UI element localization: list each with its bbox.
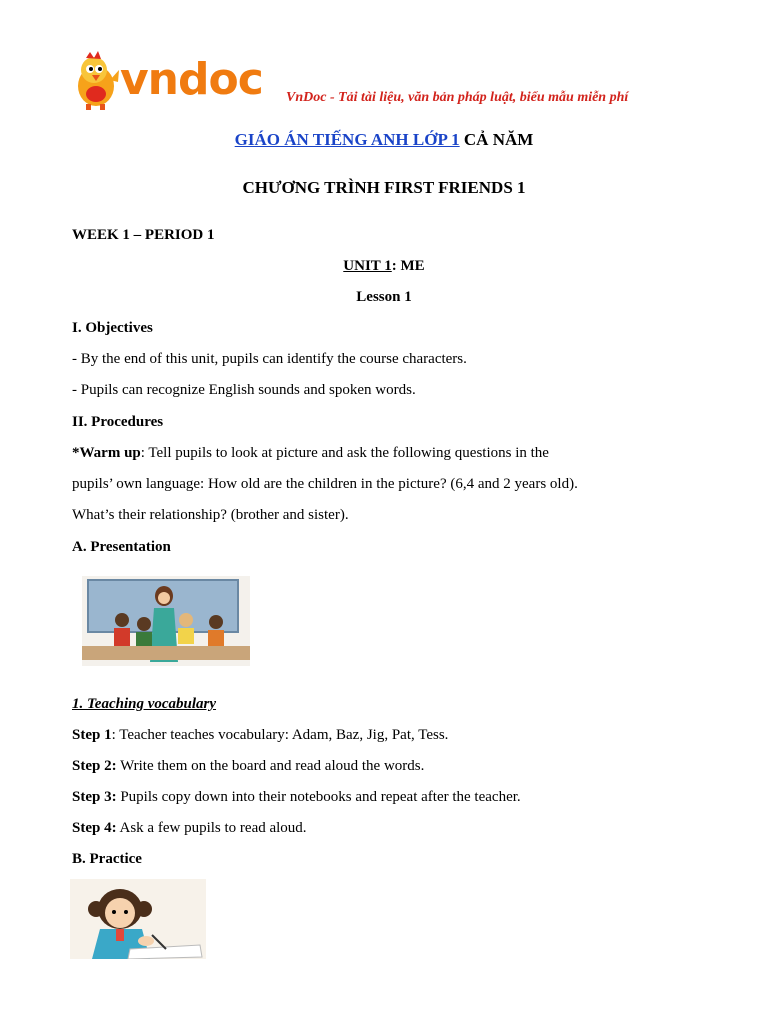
step-label: Step 3: [72, 789, 117, 805]
step-row [72, 787, 521, 807]
step-row [72, 725, 448, 745]
step-row [72, 756, 424, 776]
logo-text: vndoc [120, 54, 263, 105]
practice-heading: B. Practice [72, 851, 142, 867]
step-label: Step 1 [72, 727, 112, 743]
week-period: WEEK 1 – PERIOD 1 [72, 227, 215, 243]
chicken-mascot-icon [72, 50, 122, 110]
subtitle: CHƯƠNG TRÌNH FIRST FRIENDS 1 [242, 178, 526, 197]
unit-label: UNIT 1 [343, 258, 392, 274]
teaching-vocabulary-heading [72, 694, 216, 714]
objectives-heading: I. Objectives [72, 320, 153, 336]
warmup-line-3: What’s their relationship? (brother and sister). [72, 507, 349, 523]
objective-item: - By the end of this unit, pupils can identify the course characters. [72, 351, 467, 367]
warmup-line-2: pupils’ own language: How old are the children in the picture? (6,4 and 2 years old). [72, 476, 578, 492]
lesson-heading: Lesson 1 [356, 289, 412, 305]
title-rest: CẢ NĂM [459, 130, 534, 149]
procedures-heading: II. Procedures [72, 414, 164, 430]
warmup-label: *Warm up [72, 445, 141, 461]
classroom-illustration [82, 576, 250, 666]
warmup-text: : Tell pupils to look at picture and ask the following questions in the [140, 445, 549, 461]
step-row [72, 818, 307, 838]
step-label: Step 2: [72, 758, 117, 774]
step-text: : Teacher teaches vocabulary: Adam, Baz, Jig, Pat, Tess. [111, 727, 449, 743]
step-text: Write them on the board and read aloud the words. [116, 758, 425, 774]
warmup-line-1 [72, 443, 549, 463]
objective-item: - Pupils can recognize English sounds and spoken words. [72, 382, 416, 398]
step-label: Step 4: [72, 820, 117, 836]
document-title [0, 130, 768, 150]
header [72, 50, 692, 110]
vndoc-logo[interactable] [72, 50, 282, 110]
step-text: Pupils copy down into their notebooks and repeat after the teacher. [116, 789, 521, 805]
teaching-vocabulary-label: 1. Teaching vocabulary [72, 696, 217, 712]
unit-heading [0, 256, 768, 276]
header-tagline: VnDoc - Tải tài liệu, văn bản pháp luật, biểu mẫu miễn phí [286, 90, 629, 105]
step-text: Ask a few pupils to read aloud. [116, 820, 307, 836]
presentation-heading: A. Presentation [72, 539, 171, 555]
girl-writing-illustration [70, 879, 206, 959]
title-link[interactable]: GIÁO ÁN TIẾNG ANH LỚP 1 [234, 130, 460, 149]
unit-rest: : ME [391, 258, 425, 274]
